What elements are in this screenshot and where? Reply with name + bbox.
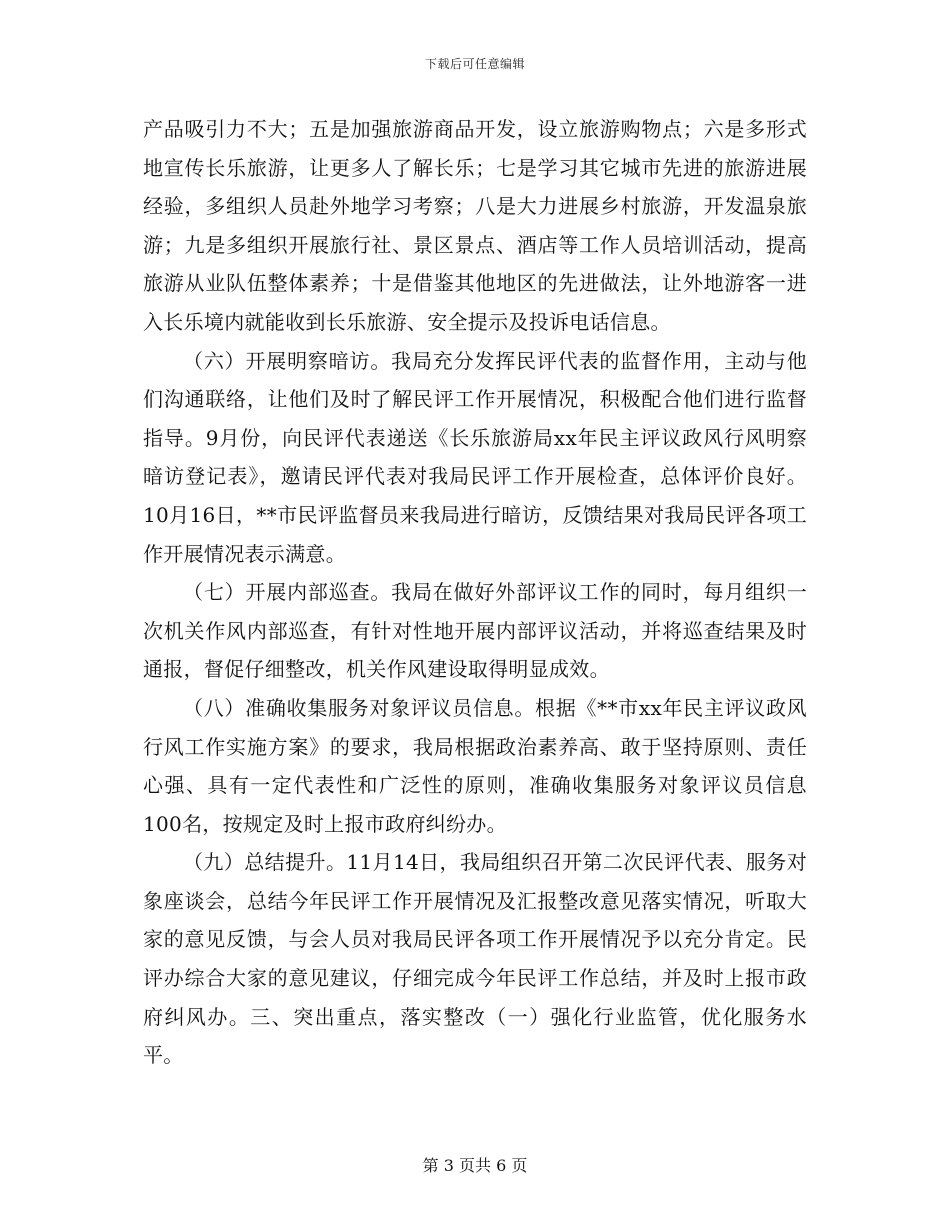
page-number: 第 3 页共 6 页 [422,1156,528,1175]
paragraph-eight-evaluator-info: （八）准确收集服务对象评议员信息。根据《**市xx年民主评议政风行风工作实施方案》的要求，我局根据政治素养高、敢于坚持原则、责任心强、具有一定代表性和广泛性的原则，准确收集服务对象评议员信息100名，按规定及时上报市政府纠纷办。 [143,695,807,836]
paragraph-nine-summary: （九）总结提升。11月14日，我局组织召开第二次民评代表、服务对象座谈会，总结今年民评工作开展情况及汇报整改意见落实情况，听取大家的意见反馈，与会人员对我局民评各项工作开展情况予以充分肯定。民评办综合大家的意见建议，仔细完成今年民评工作总结，并及时上报市政府纠风办。三、突出重点，落实整改（一）强化行业监管，优化服务水平。 [143,850,807,1068]
paragraph-continuation: 产品吸引力不大；五是加强旅游商品开发，设立旅游购物点；六是多形式地宣传长乐旅游，让更多人了解长乐；七是学习其它城市先进的旅游进展经验，多组织人员赴外地学习考察；八是大力进展乡村旅游，开发温泉旅游；九是多组织开展旅行社、景区景点、酒店等工作人员培训活动，提高旅游从业队伍整体素养；十是借鉴其他地区的先进做法，让外地游客一进入长乐境内就能收到长乐旅游、安全提示及投诉电话信息。 [143,117,807,334]
paragraph-seven-internal-patrol: （七）开展内部巡查。我局在做好外部评议工作的同时，每月组织一次机关作风内部巡查，有针对性地开展内部评议活动，并将巡查结果及时通报，督促仔细整改，机关作风建设取得明显成效。 [143,580,807,682]
paragraph-six-inspection: （六）开展明察暗访。我局充分发挥民评代表的监督作用，主动与他们沟通联络，让他们及时了解民评工作开展情况，积极配合他们进行监督指导。9月份，向民评代表递送《长乐旅游局xx年民主评议政风行风明察暗访登记表》，邀请民评代表对我局民评工作开展检查，总体评价良好。10月16日，**市民评监督员来我局进行暗访，反馈结果对我局民评各项工作开展情况表示满意。 [143,348,807,566]
document-body [143,110,807,1075]
page-header: 下载后可任意编辑 [424,57,525,71]
